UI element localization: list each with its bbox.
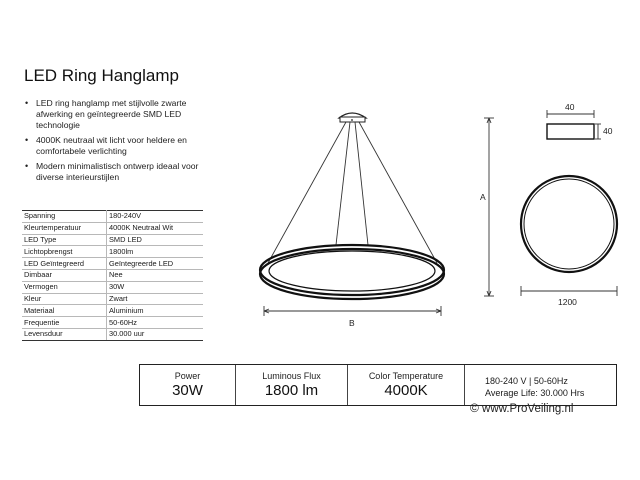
spec-label: Spanning [22, 211, 107, 223]
spec-label: Materiaal [22, 305, 107, 317]
spec-value: 50-60Hz [107, 317, 204, 329]
bullet-icon: • [25, 161, 29, 171]
spec-value: 4000K Neutraal Wit [107, 222, 204, 234]
spec-value: Nee [107, 269, 204, 281]
spec-label: Lichtopbrengst [22, 246, 107, 258]
flux-cell [236, 365, 348, 405]
spec-value: 30.000 uur [107, 328, 204, 340]
bullet-icon: • [25, 135, 29, 145]
feature-text: Modern minimalistisch ontwerp ideaal voor diverse interieurstijlen [36, 161, 199, 182]
spec-value: Aluminium [107, 305, 204, 317]
bullet-icon: • [25, 98, 29, 108]
dimension-b [264, 306, 441, 316]
ring-pendant [260, 245, 444, 299]
temperature-value: 4000K [384, 382, 428, 399]
power-cell [140, 365, 236, 405]
spec-label: Kleurtemperatuur [22, 222, 107, 234]
spec-label: Levensduur [22, 328, 107, 340]
temperature-label: Color Temperature [368, 371, 444, 381]
profile-width-label: 40 [565, 102, 575, 112]
dimension-a [484, 118, 494, 296]
temperature-cell [348, 365, 465, 405]
spec-value: 1800lm [107, 246, 204, 258]
spec-label: Dimbaar [22, 269, 107, 281]
life-text: Average Life: 30.000 Hrs [485, 388, 585, 398]
ring-top-view [521, 176, 617, 272]
spec-value: Geïntegreerde LED [107, 258, 204, 270]
flux-value: 1800 lm [264, 382, 319, 399]
ceiling-canopy [339, 113, 366, 122]
summary-bar [139, 364, 617, 406]
watermark-text: www.ProVeiling.nl [482, 403, 574, 415]
feature-text: LED ring hanglamp met stijlvolle zwarte afwerking en geïntegreerde SMD LED technologie [36, 98, 187, 130]
spec-label: Vermogen [22, 281, 107, 293]
diameter-label: 1200 [558, 297, 577, 307]
spec-value: 30W [107, 281, 204, 293]
spec-label: LED Geïntegreerd [22, 258, 107, 270]
spec-value: 180-240V [107, 211, 204, 223]
spec-label: LED Type [22, 234, 107, 246]
spec-value: Zwart [107, 293, 204, 305]
suspension-wires [268, 122, 437, 263]
dimension-b-label: B [349, 318, 355, 328]
copyright-icon: © [470, 401, 479, 415]
spec-label: Frequentie [22, 317, 107, 329]
voltage-text: 180-240 V | 50-60Hz [485, 376, 568, 386]
flux-label: Luminous Flux [262, 371, 321, 381]
profile-section [547, 110, 601, 139]
profile-height-label: 40 [603, 126, 613, 136]
spec-value: SMD LED [107, 234, 204, 246]
electrical-cell [465, 365, 615, 405]
power-value: 30W [172, 382, 203, 399]
watermark [470, 401, 573, 415]
dimension-a-label: A [480, 192, 486, 202]
spec-label: Kleur [22, 293, 107, 305]
diameter-dimension [521, 286, 617, 296]
power-label: Power [174, 371, 201, 381]
page-title: LED Ring Hanglamp [24, 66, 179, 85]
feature-text: 4000K neutraal wit licht voor heldere en comfortabele verlichting [36, 135, 187, 156]
